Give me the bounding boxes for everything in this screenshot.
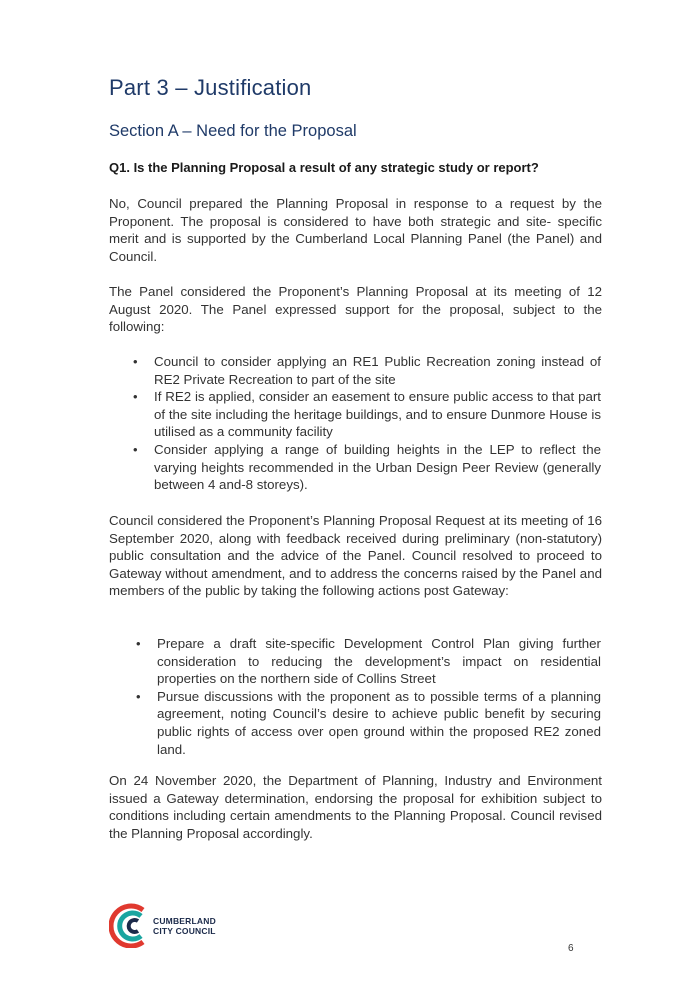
bullet-icon: • — [136, 688, 141, 704]
question-heading: Q1. Is the Planning Proposal a result of any strategic study or report? — [109, 160, 539, 175]
council-logo-text: CUMBERLAND CITY COUNCIL — [153, 916, 216, 936]
bullet-icon: • — [136, 636, 141, 651]
paragraph-4: On 24 November 2020, the Department of Planning, Industry and Environment issued a Gateway determination, endorsing the proposal for exhibition subject to conditions including certain amendments to the Planning Proposal. Council revised the Planning Proposal accordingly. — [109, 773, 602, 841]
paragraph-1: No, Council prepared the Planning Proposal in response to a request by the Proponent. The proposal is considered to have both strategic and site- specific merit and is supported by the Cumberland Local Planning Panel (the Panel) and Council. — [109, 196, 602, 264]
council-actions-list — [136, 635, 601, 758]
list-item: • Council to consider applying an RE1 Public Recreation zoning instead of RE2 Private Recreation to part of the site — [133, 354, 601, 387]
page-number: 6 — [568, 943, 574, 954]
list-item: • Pursue discussions with the proponent as to possible terms of a planning agreement, noting Council’s desire to achieve public benefit by securing public rights of access over open ground within the proposed RE2 zoned land. — [136, 688, 601, 757]
list-item: • If RE2 is applied, consider an easement to ensure public access to that part of the site including the heritage buildings, and to ensure Dunmore House is utilised as a community facility — [133, 389, 601, 440]
panel-support-list — [133, 353, 601, 494]
bullet-icon: • — [133, 354, 138, 369]
section-title: Section A – Need for the Proposal — [109, 122, 357, 140]
paragraph-2: The Panel considered the Proponent’s Planning Proposal at its meeting of 12 August 2020. The Panel expressed support for the proposal, subject to the following: — [109, 284, 602, 335]
part-title: Part 3 – Justification — [109, 75, 312, 100]
paragraph-3: Council considered the Proponent’s Planning Proposal Request at its meeting of 16 September 2020, along with feedback received during preliminary (non-statutory) public consultation and the advice of the Panel. Council resolved to proceed to Gateway without amendment, and to address the concerns raised by the Panel and members of the public by taking the following actions post Gateway: — [109, 513, 602, 599]
bullet-icon: • — [133, 389, 138, 405]
list-item: • Consider applying a range of building heights in the LEP to reflect the varying heights recommended in the Urban Design Peer Review (generally between 4 and-8 storeys). — [133, 441, 601, 493]
bullet-icon: • — [133, 441, 138, 457]
list-item: • Prepare a draft site-specific Development Control Plan giving further consideration to reducing the development’s impact on residential properties on the northern side of Collins Street — [136, 636, 601, 687]
